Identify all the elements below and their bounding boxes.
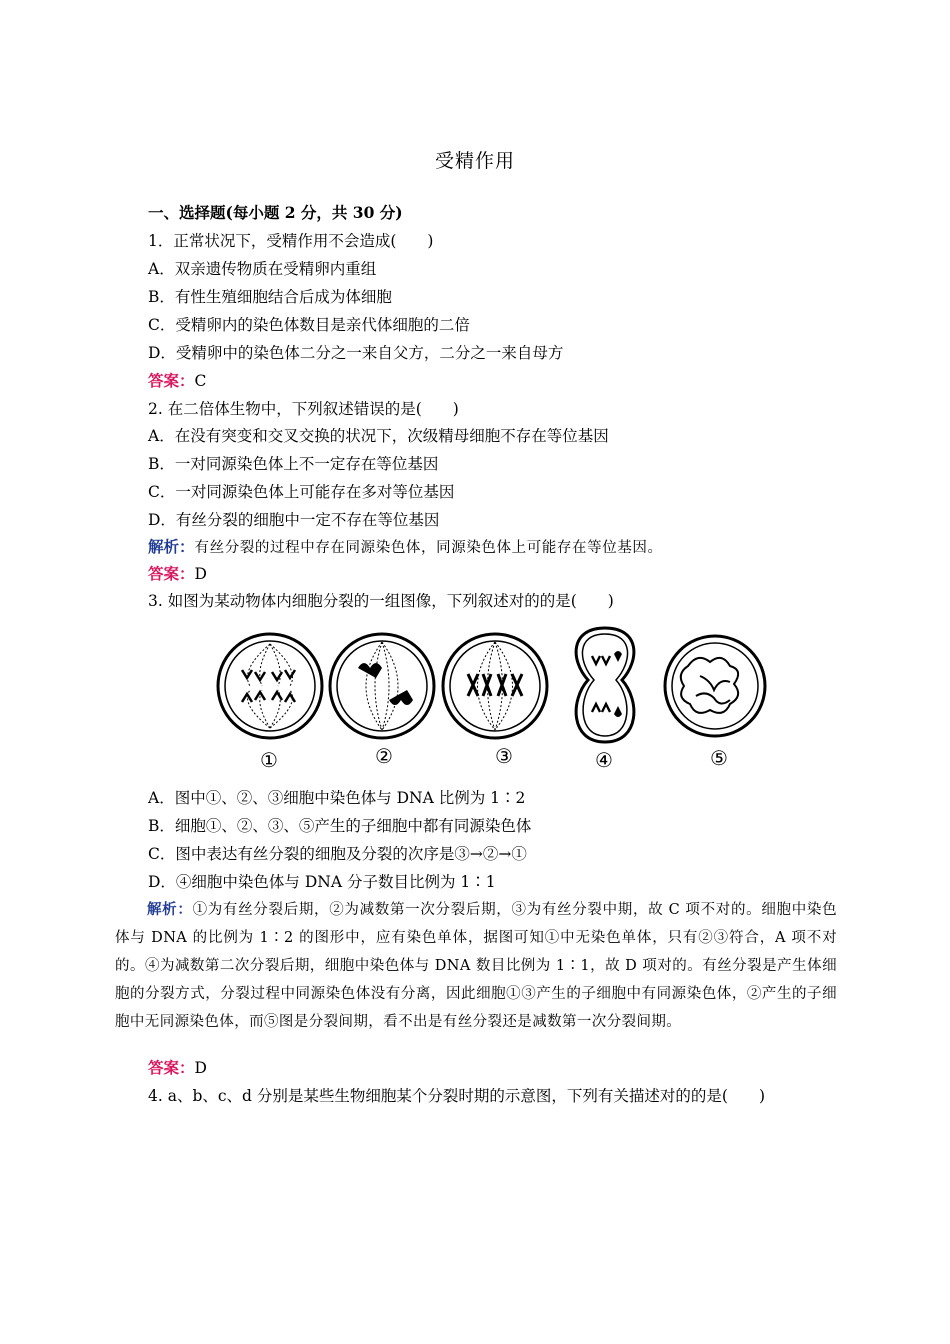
answer-value: D — [194, 565, 207, 583]
q1-option-d: D．受精卵中的染色体二分之一来自父方，二分之一来自母方 — [148, 344, 564, 362]
cell-division-figure — [210, 620, 770, 780]
explain-label: 解析： — [147, 901, 193, 918]
q3-option-a: A．图中①、②、③细胞中染色体与 DNA 比例为 1∶2 — [148, 789, 526, 807]
q1-option-a: A．双亲遗传物质在受精卵内重组 — [148, 260, 377, 278]
page-title: 受精作用 — [434, 150, 515, 172]
q3-answer — [148, 1058, 207, 1078]
q1-answer — [148, 371, 206, 391]
section-header: 一、选择题(每小题 2 分，共 30 分) — [148, 203, 403, 222]
q2-stem: 2. 在二倍体生物中，下列叙述错误的是( ) — [148, 400, 459, 418]
figure-label-2: ② — [375, 744, 393, 768]
answer-label: 答案： — [148, 371, 195, 390]
q4-stem: 4. a、b、c、d 分别是某些生物细胞某个分裂时期的示意图，下列有关描述对的的是( ) — [148, 1087, 766, 1105]
cell-5 — [665, 636, 765, 736]
answer-label: 答案： — [148, 1058, 195, 1077]
cell-1 — [218, 634, 322, 738]
answer-value: C — [194, 372, 207, 390]
answer-value: D — [194, 1059, 207, 1077]
q3-stem: 3. 如图为某动物体内细胞分裂的一组图像，下列叙述对的的是( ) — [148, 592, 614, 610]
figure-label-1: ① — [260, 748, 278, 772]
q2-option-d: D．有丝分裂的细胞中一定不存在等位基因 — [148, 511, 440, 529]
q3-option-c: C．图中表达有丝分裂的细胞及分裂的次序是③→②→① — [148, 845, 527, 863]
explain-text: 有丝分裂的过程中存在同源染色体，同源染色体上可能存在等位基因。 — [194, 540, 663, 556]
q3-explanation — [115, 896, 837, 1036]
q2-explanation — [148, 537, 663, 558]
explain-text: ①为有丝分裂后期，②为减数第一次分裂后期，③为有丝分裂中期，故 C 项不对的。细胞中染色体与 DNA 的比例为 1∶2 的图形中，应有染色单体，据图可知①中无染色单体，只有②③符合，A 项不对的。④为减数第二次分裂后期，细胞中染色体与 DNA 数目比例为 1∶1，故 D 项对的。有丝分裂是产生体细胞的分裂方式，分裂过程中同源染色体没有分离，因此细胞①③产生的子细胞中有同源染色体，②产生的子细胞中无同源染色体，而⑤图是分裂间期，看不出是有丝分裂还是减数第一次分裂间期。 — [115, 902, 837, 1030]
explain-label: 解析： — [148, 537, 195, 556]
q2-answer — [148, 564, 207, 584]
cell-division-diagram — [210, 620, 770, 780]
q2-option-b: B．一对同源染色体上不一定存在等位基因 — [148, 455, 439, 473]
q2-option-c: C．一对同源染色体上可能存在多对等位基因 — [148, 483, 455, 501]
q2-option-a: A．在没有突变和交叉交换的状况下，次级精母细胞不存在等位基因 — [148, 427, 609, 445]
figure-label-5: ⑤ — [710, 746, 728, 770]
figure-label-4: ④ — [595, 748, 613, 772]
cell-2 — [330, 634, 434, 738]
cell-4 — [576, 628, 634, 742]
answer-label: 答案： — [148, 564, 195, 583]
q3-option-d: D．④细胞中染色体与 DNA 分子数目比例为 1∶1 — [148, 873, 496, 891]
q1-stem: 1．正常状况下，受精作用不会造成( ) — [148, 232, 434, 250]
q1-option-c: C．受精卵内的染色体数目是亲代体细胞的二倍 — [148, 316, 470, 334]
figure-label-3: ③ — [495, 744, 513, 768]
cell-3 — [443, 634, 547, 738]
q1-option-b: B．有性生殖细胞结合后成为体细胞 — [148, 288, 392, 306]
q3-option-b: B．细胞①、②、③、⑤产生的子细胞中都有同源染色体 — [148, 817, 532, 835]
